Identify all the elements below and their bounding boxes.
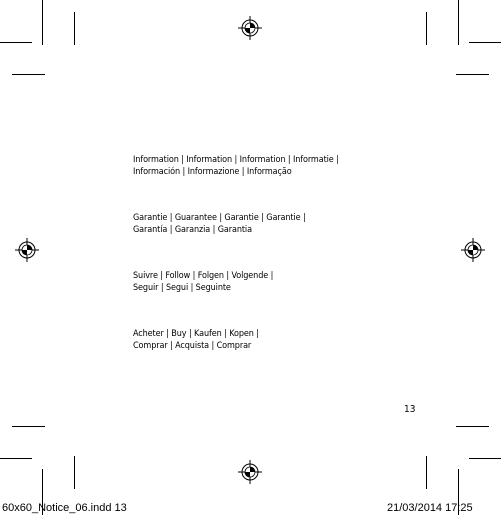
section-line: Información | Informazione | Informação	[133, 167, 292, 177]
slug-datetime: 21/03/2014 17:25	[387, 502, 473, 514]
registration-mark-right	[461, 238, 485, 262]
section-line: Seguir | Segui | Seguinte	[133, 283, 231, 293]
section-line: Comprar | Acquista | Comprar	[133, 341, 252, 351]
section-line: Acheter | Buy | Kaufen | Kopen |	[133, 329, 259, 339]
section-information	[133, 154, 339, 178]
section-line: Garantie | Guarantee | Garantie | Garantie |	[133, 213, 306, 223]
section-follow	[133, 270, 273, 294]
page-number: 13	[404, 404, 416, 415]
section-line: Information | Information | Information | Informatie |	[133, 155, 339, 165]
section-buy	[133, 328, 259, 352]
section-line: Garantía | Garanzia | Garantia	[133, 225, 252, 235]
section-guarantee	[133, 212, 306, 236]
registration-mark-left	[15, 238, 39, 262]
section-line: Suivre | Follow | Folgen | Volgende |	[133, 271, 274, 281]
slug-file-name: 60x60_Notice_06.indd 13	[2, 502, 127, 514]
registration-mark-top	[238, 16, 262, 40]
registration-mark-bottom	[238, 460, 262, 484]
